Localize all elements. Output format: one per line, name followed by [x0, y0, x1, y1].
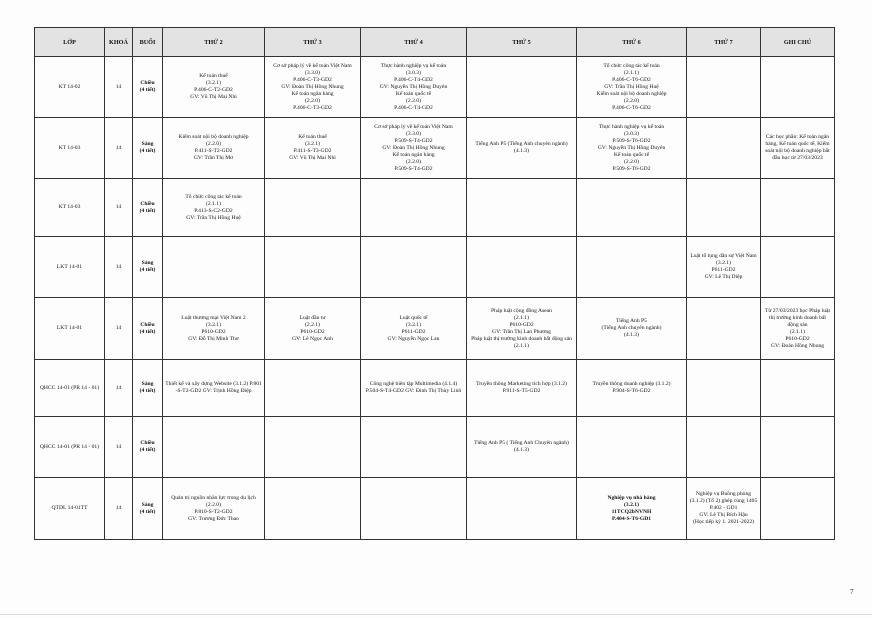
cell-thu7	[687, 360, 761, 417]
cell-thu5: Truyền thông Marketing tích hợp (3.1.2) P.911-S-T5-GD2	[467, 360, 577, 417]
cell-thu2: Kiểm soát nội bộ doanh nghiệp (2.2.0) P.411-S-T2-GD2 GV: Trần Thị Mơ	[163, 118, 265, 179]
cell-lop: LKT 14-01	[35, 237, 105, 298]
header-khoa: KHOÁ	[105, 28, 133, 57]
cell-thu7	[687, 57, 761, 118]
header-buoi: BUỔI	[133, 28, 163, 57]
cell-buoi: Chiều (4 tiết)	[133, 57, 163, 118]
cell-ghichu	[761, 237, 835, 298]
cell-ghichu	[761, 57, 835, 118]
cell-thu2: Luật thương mại Việt Nam 2 (3.2.1) P610-GD2 GV: Đỗ Thị Minh Thơ	[163, 298, 265, 360]
cell-khoa: 14	[105, 118, 133, 179]
cell-ghichu: Các học phần: Kế toán ngân hàng, Kế toán quốc tế, Kiểm soát nội bộ doanh nghiệp bắt đầu học từ 27/03/2023	[761, 118, 835, 179]
cell-thu5: Tiếng Anh P5 ( Tiếng Anh Chuyên ngành) (4.1.3)	[467, 417, 577, 478]
cell-thu6	[577, 417, 687, 478]
table-row	[35, 237, 835, 298]
cell-buoi: Sáng (4 tiết)	[133, 237, 163, 298]
cell-khoa: 14	[105, 360, 133, 417]
cell-thu7	[687, 298, 761, 360]
cell-thu3	[265, 237, 361, 298]
cell-thu3	[265, 179, 361, 237]
cell-khoa: 14	[105, 417, 133, 478]
cell-ghichu	[761, 417, 835, 478]
cell-thu5	[467, 478, 577, 540]
cell-thu2: Thiết kế và xây dựng Website (3.1.2) P.801 -S-T2-GD2 GV: Trịnh Hồng Điệp	[163, 360, 265, 417]
cell-thu4	[361, 237, 467, 298]
header-thu5: THỨ 5	[467, 28, 577, 57]
cell-lop: KT 14-03	[35, 118, 105, 179]
cell-thu3: Luật đầu tư (2.2.1) P610-GD2 GV: Lê Ngọc Anh	[265, 298, 361, 360]
header-thu4: THỨ 4	[361, 28, 467, 57]
cell-lop: KT 14-03	[35, 179, 105, 237]
cell-thu3: Kế toán thuế (3.2.1) P.411-S-T3-GD2 GV: Vũ Thị Mai Nhi	[265, 118, 361, 179]
header-thu7: THỨ 7	[687, 28, 761, 57]
table-row	[35, 360, 835, 417]
scan-edge-line	[0, 614, 872, 615]
cell-thu6: Tổ chức công tác kế toán (2.1.1) P.406-C-T6-GD2 GV: Trần Thị Hồng Huệ Kiểm soát nội bộ doanh nghiệp (2.2.0) P.406-C-T6-GD2	[577, 57, 687, 118]
cell-thu3	[265, 360, 361, 417]
cell-thu4	[361, 478, 467, 540]
cell-thu5	[467, 57, 577, 118]
cell-lop: KT 14-02	[35, 57, 105, 118]
cell-lop: LKT 14-01	[35, 298, 105, 360]
cell-thu7: Luật tố tụng dân sự Việt Nam (3.2.1) P611-GD2 GV: Lê Thị Diệp	[687, 237, 761, 298]
table-row	[35, 298, 835, 360]
table-row	[35, 478, 835, 540]
timetable	[34, 27, 835, 540]
cell-thu2: Kế toán thuế (3.2.1) P.406-C-T2-GD2 GV: Vũ Thị Mai Nhi	[163, 57, 265, 118]
header-thu2: THỨ 2	[163, 28, 265, 57]
table-row	[35, 118, 835, 179]
cell-buoi: Chiều (4 tiết)	[133, 298, 163, 360]
cell-thu4	[361, 179, 467, 237]
cell-thu6	[577, 179, 687, 237]
cell-khoa: 14	[105, 478, 133, 540]
cell-khoa: 14	[105, 57, 133, 118]
cell-thu3: Cơ sở pháp lý về kế toán Việt Nam (3.3.0) P.406-C-T3-GD2 GV: Đoàn Thị Hồng Nhung Kế toán ngân hàng (2.2.0) P.406-C-T3-GD2	[265, 57, 361, 118]
header-lop: LỚP	[35, 28, 105, 57]
cell-thu5	[467, 179, 577, 237]
cell-thu5: Pháp luật cộng đồng Asean (2.1.1) P610-GD2 GV: Trần Thị Lan Phương Pháp luật thị trường kinh doanh bất động sản (2.1.1)	[467, 298, 577, 360]
cell-thu4: Công nghệ biên tập Multimedia (4.1.4) P.504-S-T4-GD2 GV: Đinh Thị Thùy Linh	[361, 360, 467, 417]
table-row	[35, 417, 835, 478]
cell-khoa: 14	[105, 298, 133, 360]
cell-buoi: Sáng (4 tiết)	[133, 478, 163, 540]
cell-thu2: Tổ chức công tác kế toán (2.1.1) P.413-S-C2-GD2 GV: Trần Thị Hồng Huệ	[163, 179, 265, 237]
cell-ghichu	[761, 179, 835, 237]
cell-lop: QHCC 14-01 (PR 14 - 01)	[35, 417, 105, 478]
cell-thu5	[467, 237, 577, 298]
cell-thu6: Truyền thông doanh nghiệp (3.1.2) P.904-S-T6-GD2	[577, 360, 687, 417]
cell-thu7	[687, 118, 761, 179]
cell-thu2: Quản trị nguồn nhân lực trong du lịch (2.2.0) P.810-S-T2-GD2 GV: Trương Đức Thao	[163, 478, 265, 540]
cell-thu7: Nghiệp vụ Buồng phòng (3.1.2) (Tổ 2) ghép cùng 1405 P.402 - GD1 GV: Lê Thị Bích Hậu (Học tiếp kỳ 1. 2021-2022)	[687, 478, 761, 540]
cell-thu6: Tiếng Anh P5 (Tiếng Anh chuyên ngành) (4.1.3)	[577, 298, 687, 360]
cell-ghichu	[761, 360, 835, 417]
cell-buoi: Sáng (4 tiết)	[133, 360, 163, 417]
cell-thu4: Thực hành nghiệp vụ kế toán (3.0.3) P.406-C-T4-GD2 GV: Nguyễn Thị Hồng Duyên Kế toán quốc tế (2.2.0) P.406-C-T4-GD2	[361, 57, 467, 118]
page-number: 7	[850, 588, 854, 596]
cell-lop: QHCC 14-01 (PR 14 - 01)	[35, 360, 105, 417]
cell-lop: QTDL 14-01TT	[35, 478, 105, 540]
cell-thu6: Thực hành nghiệp vụ kế toán (3.0.3) P.509-S-T6-GD2 GV: Nguyễn Thị Hồng Duyên Kế toán quốc tế (2.2.0) P.509-S-T6-GD2	[577, 118, 687, 179]
header-thu3: THỨ 3	[265, 28, 361, 57]
table-row	[35, 179, 835, 237]
cell-thu4: Luật quốc tế (3.2.1) P611-GD2 GV: Nguyễn Ngọc Lan	[361, 298, 467, 360]
cell-buoi: Chiều (4 tiết)	[133, 179, 163, 237]
cell-thu2	[163, 237, 265, 298]
header-row	[35, 28, 835, 57]
cell-thu7	[687, 417, 761, 478]
cell-buoi: Chiều (4 tiết)	[133, 417, 163, 478]
cell-khoa: 14	[105, 237, 133, 298]
cell-thu4	[361, 417, 467, 478]
header-ghichu: GHI CHÚ	[761, 28, 835, 57]
cell-thu7	[687, 179, 761, 237]
cell-thu3	[265, 417, 361, 478]
cell-thu4: Cơ sở pháp lý về kế toán Việt Nam (3.3.0) P.509-S-T4-GD2 GV: Đoàn Thị Hồng Nhung Kế toán ngân hàng (2.2.0) P.509-S-T4-GD2	[361, 118, 467, 179]
table-row	[35, 57, 835, 118]
cell-ghichu	[761, 478, 835, 540]
cell-khoa: 14	[105, 179, 133, 237]
cell-thu3	[265, 478, 361, 540]
cell-thu5: Tiếng Anh P5 (Tiếng Anh chuyên ngành) (4.1.3)	[467, 118, 577, 179]
header-thu6: THỨ 6	[577, 28, 687, 57]
cell-thu2	[163, 417, 265, 478]
cell-thu6	[577, 237, 687, 298]
cell-thu6: Nghiệp vụ nhà hàng (3.2.1) 11TCQ2bNVNH P.404-S-T6-GD1	[577, 478, 687, 540]
cell-ghichu: Từ 27/03/2023 học Pháp luật thị trường kinh doanh bất động sản (2.1.1) P610-GD2 GV: Đoàn Hồng Nhung	[761, 298, 835, 360]
cell-buoi: Sáng (4 tiết)	[133, 118, 163, 179]
